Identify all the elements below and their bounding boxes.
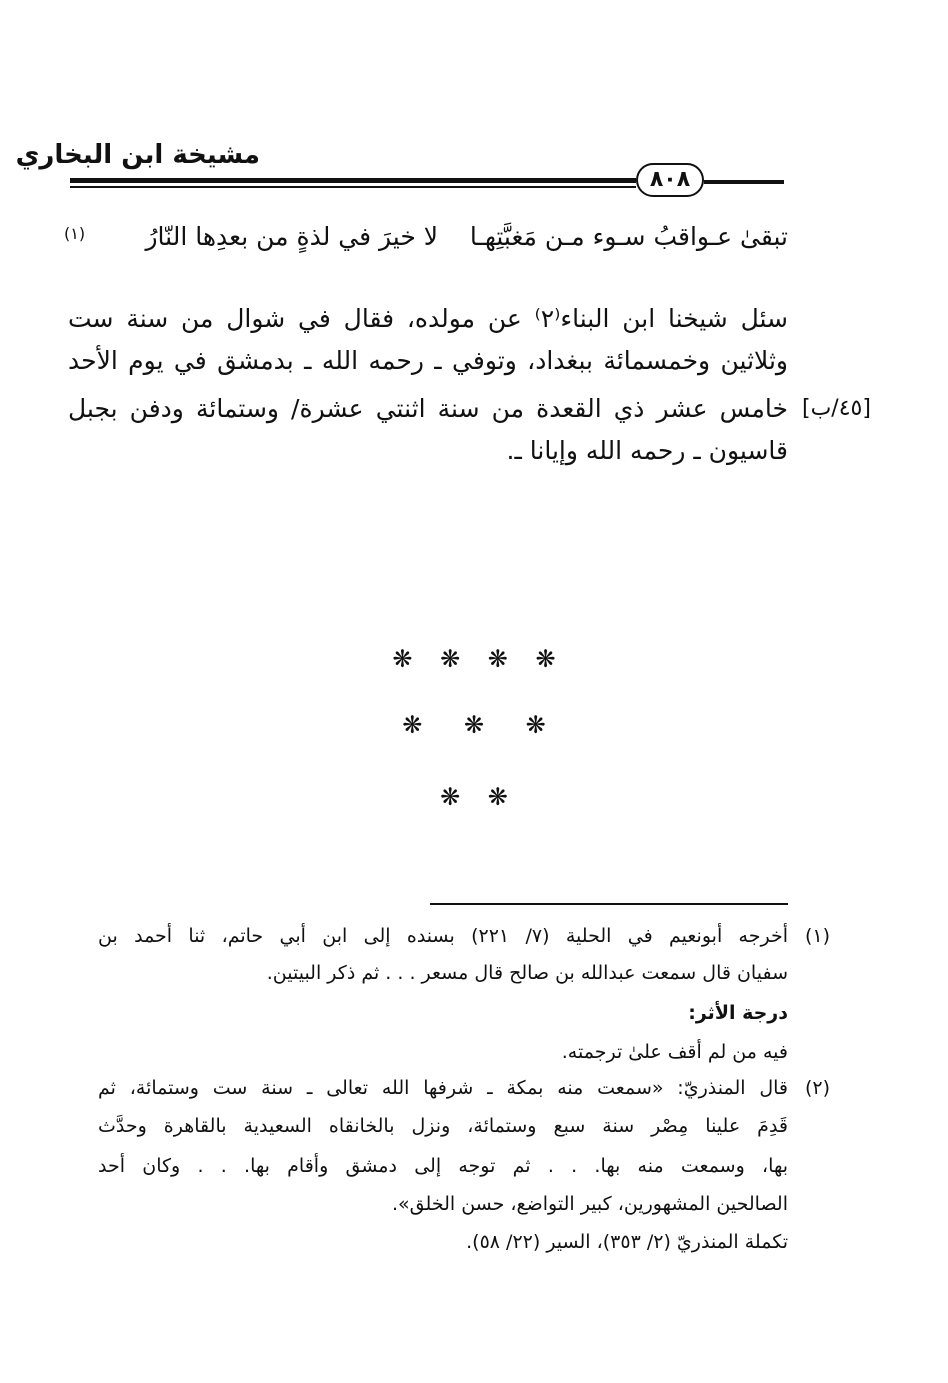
footnote-divider: [430, 903, 788, 905]
footnote-heading: درجة الأثر:: [688, 1002, 788, 1024]
footnote-line: قال المنذريّ: «سمعت منه بمكة ـ شرفها الله تعالى ـ سنة ست وستمائة، ثم: [98, 1077, 788, 1099]
footnote-number: (٢): [804, 1077, 830, 1099]
header-rule-right: [704, 180, 784, 184]
footnote-line: سفيان قال سمعت عبدالله بن صالح قال مسعر . . . ثم ذكر البيتين.: [266, 962, 788, 984]
paragraph-line: قاسيون ـ رحمه الله وإيانا ـ.: [506, 436, 788, 465]
footnote-line: قَدِمَ علينا مِصْر سنة سبع وستمائة، ونزل بالخانقاه السعيدية بالقاهرة وحدَّث: [98, 1115, 788, 1137]
verse-first-hemistich: تبقىٰ عـواقبُ سـوء مـن مَغبَّتِهـا: [469, 222, 788, 251]
footnote-number: (١): [804, 925, 830, 947]
footnote-line: فيه من لم أقف علىٰ ترجمته.: [561, 1041, 788, 1063]
footnote-line: تكملة المنذريّ (٢/ ٣٥٣)، السير (٢٢/ ٥٨).: [466, 1231, 788, 1253]
paragraph-line: سئل شيخنا ابن البناء⁽٢⁾ عن مولده، فقال في شوال من سنة ست: [68, 304, 788, 333]
footnote-line: الصالحين المشهورين، كبير التواضع، حسن الخلق».: [392, 1193, 788, 1215]
footnote-line: بها، وسمعت منه بها. . . ثم توجه إلى دمشق وأقام بها. . . وكان أحد: [98, 1155, 788, 1177]
separator-stars-row: ❋ ❋ ❋ ❋: [392, 645, 556, 673]
verse-footnote-marker: (١): [64, 224, 86, 243]
running-header-title: مشيخة ابن البخاري: [15, 140, 260, 170]
separator-stars-row: ❋ ❋ ❋: [402, 711, 546, 739]
verse-second-hemistich: لا خيرَ في لذةٍ من بعدِها النّارُ: [145, 222, 438, 251]
page-number-badge: ٨٠٨: [636, 163, 704, 197]
paragraph-line: وثلاثين وخمسمائة ببغداد، وتوفي ـ رحمه الله ـ بدمشق في يوم الأحد: [68, 346, 788, 375]
header-rule-thin: [70, 186, 636, 188]
separator-stars-row: ❋ ❋: [440, 783, 508, 811]
paragraph-line: خامس عشر ذي القعدة من سنة اثنتي عشرة/ وستمائة ودفن بجبل: [68, 394, 788, 423]
header-rule-thick: [70, 178, 636, 183]
manuscript-folio-reference: [٤٥/ب]: [802, 396, 871, 421]
footnote-line: أخرجه أبونعيم في الحلية (٧/ ٢٢١) بسنده إلى ابن أبي حاتم، ثنا أحمد بن: [98, 925, 788, 947]
